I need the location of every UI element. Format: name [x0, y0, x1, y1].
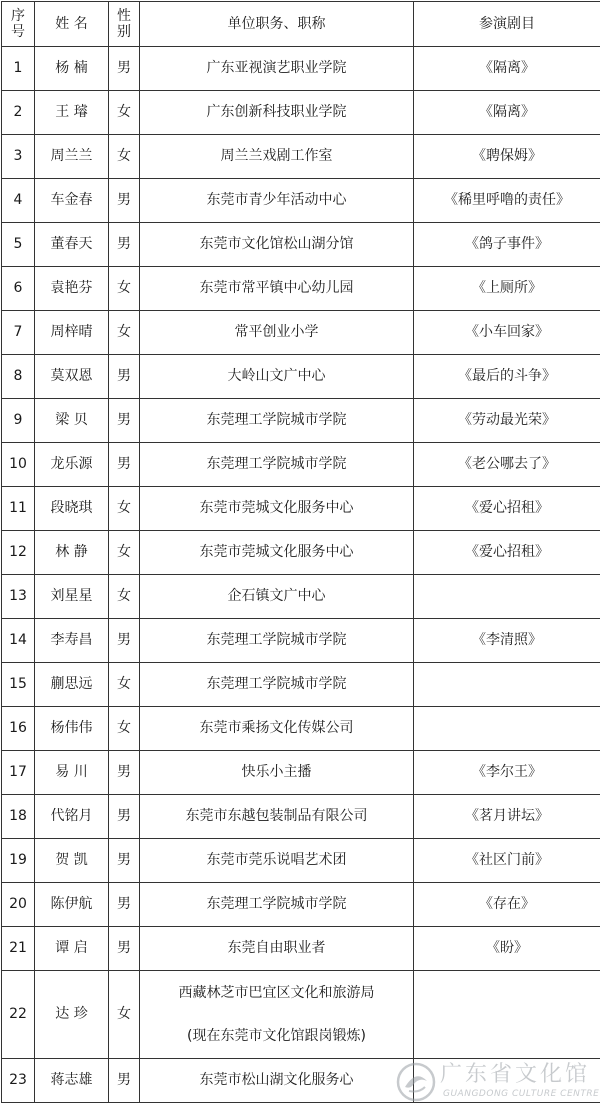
cell-play: 《稀里呼噜的责任》 [414, 179, 600, 223]
cell-name: 周梓晴 [35, 311, 109, 355]
cell-number: 20 [2, 883, 35, 927]
cell-number: 23 [2, 1059, 35, 1103]
cell-number: 3 [2, 135, 35, 179]
cell-number: 9 [2, 399, 35, 443]
cell-unit: 广东创新科技职业学院 [140, 91, 414, 135]
cell-name: 周兰兰 [35, 135, 109, 179]
cell-number: 19 [2, 839, 35, 883]
table-row [2, 619, 600, 663]
cell-unit: 周兰兰戏剧工作室 [140, 135, 414, 179]
cell-gender: 男 [109, 795, 140, 839]
cell-unit: 东莞理工学院城市学院 [140, 883, 414, 927]
cell-number: 4 [2, 179, 35, 223]
cell-number: 1 [2, 47, 35, 91]
watermark-title: 广东省文化馆 [440, 1062, 591, 1087]
table-row [2, 399, 600, 443]
cell-gender: 女 [109, 663, 140, 707]
cell-play: 《最后的斗争》 [414, 355, 600, 399]
cell-number: 12 [2, 531, 35, 575]
cell-play: 《李尔王》 [414, 751, 600, 795]
cell-number: 7 [2, 311, 35, 355]
table-row [2, 883, 600, 927]
cell-unit: 东莞市文化馆松山湖分馆 [140, 223, 414, 267]
cell-name: 谭 启 [35, 927, 109, 971]
cell-gender: 女 [109, 311, 140, 355]
cell-number: 13 [2, 575, 35, 619]
cell-number: 22 [2, 971, 35, 1059]
cell-unit: 东莞理工学院城市学院 [140, 399, 414, 443]
cell-play: 《茗月讲坛》 [414, 795, 600, 839]
table-row [2, 839, 600, 883]
header-serial-number: 序 号 [2, 2, 35, 47]
header-name: 姓 名 [35, 2, 109, 47]
table-row [2, 575, 600, 619]
cell-name: 杨伟伟 [35, 707, 109, 751]
cell-name: 梁 贝 [35, 399, 109, 443]
cell-name: 刘星星 [35, 575, 109, 619]
table-row [2, 971, 600, 1059]
cell-name: 陈伊航 [35, 883, 109, 927]
cell-number: 16 [2, 707, 35, 751]
cell-play: 《鸽子事件》 [414, 223, 600, 267]
cell-number: 11 [2, 487, 35, 531]
cell-play: 《李清照》 [414, 619, 600, 663]
cell-number: 21 [2, 927, 35, 971]
header-play: 参演剧目 [414, 2, 600, 47]
cell-number: 15 [2, 663, 35, 707]
cell-gender: 女 [109, 707, 140, 751]
cell-unit: 东莞自由职业者 [140, 927, 414, 971]
cell-play: 《爱心招租》 [414, 531, 600, 575]
cell-gender: 女 [109, 971, 140, 1059]
cell-play: 《聘保姆》 [414, 135, 600, 179]
cell-name: 龙乐源 [35, 443, 109, 487]
cell-gender: 女 [109, 531, 140, 575]
cell-gender: 女 [109, 575, 140, 619]
cell-unit-line2: (现在东莞市文化馆跟岗锻炼) [187, 1027, 366, 1044]
cell-gender: 男 [109, 443, 140, 487]
cell-gender: 女 [109, 135, 140, 179]
cell-unit [140, 971, 414, 1059]
cell-unit: 大岭山文广中心 [140, 355, 414, 399]
table-row [2, 47, 600, 91]
cell-play: 《爱心招租》 [414, 487, 600, 531]
table-row [2, 179, 600, 223]
table-row [2, 91, 600, 135]
cell-name: 杨 楠 [35, 47, 109, 91]
cell-number: 14 [2, 619, 35, 663]
cell-unit: 常平创业小学 [140, 311, 414, 355]
table-row [2, 751, 600, 795]
table-row [2, 135, 600, 179]
cell-play: 《隔离》 [414, 47, 600, 91]
cell-play [414, 663, 600, 707]
cell-gender: 男 [109, 751, 140, 795]
table-row [2, 663, 600, 707]
cell-gender: 女 [109, 487, 140, 531]
cell-play: 《盼》 [414, 927, 600, 971]
cell-play [414, 575, 600, 619]
cell-number: 10 [2, 443, 35, 487]
cell-gender: 男 [109, 355, 140, 399]
table-row [2, 707, 600, 751]
cell-name: 袁艳芬 [35, 267, 109, 311]
cell-name: 李寿昌 [35, 619, 109, 663]
table-row [2, 311, 600, 355]
cell-unit: 东莞市莞城文化服务中心 [140, 487, 414, 531]
table-row [2, 267, 600, 311]
cell-name: 王 璿 [35, 91, 109, 135]
cell-unit: 快乐小主播 [140, 751, 414, 795]
cell-number: 2 [2, 91, 35, 135]
cell-name: 蒯思远 [35, 663, 109, 707]
cell-play: 《存在》 [414, 883, 600, 927]
cell-unit: 东莞理工学院城市学院 [140, 619, 414, 663]
cell-unit: 东莞市青少年活动中心 [140, 179, 414, 223]
cell-unit: 东莞市乘扬文化传媒公司 [140, 707, 414, 751]
cell-play: 《小车回家》 [414, 311, 600, 355]
table-row [2, 795, 600, 839]
cell-play: 《社区门前》 [414, 839, 600, 883]
cell-name: 达 珍 [35, 971, 109, 1059]
cell-unit: 东莞理工学院城市学院 [140, 663, 414, 707]
cell-unit: 东莞市莞乐说唱艺术团 [140, 839, 414, 883]
cell-gender: 男 [109, 1059, 140, 1103]
cell-unit: 企石镇文广中心 [140, 575, 414, 619]
header-gender: 性 别 [109, 2, 140, 47]
cell-gender: 男 [109, 399, 140, 443]
cell-gender: 男 [109, 927, 140, 971]
cell-number: 6 [2, 267, 35, 311]
cell-number: 8 [2, 355, 35, 399]
table-row [2, 355, 600, 399]
cell-gender: 女 [109, 91, 140, 135]
cell-name: 易 川 [35, 751, 109, 795]
cell-play: 《老公哪去了》 [414, 443, 600, 487]
watermark [395, 1055, 600, 1115]
culture-centre-logo-icon [395, 1061, 437, 1103]
cell-unit: 东莞市常平镇中心幼儿园 [140, 267, 414, 311]
cell-gender: 女 [109, 267, 140, 311]
cell-play: 《隔离》 [414, 91, 600, 135]
table-row [2, 927, 600, 971]
cell-name: 蒋志雄 [35, 1059, 109, 1103]
cell-gender: 男 [109, 619, 140, 663]
cell-unit-line1: 西藏林芝市巴宜区文化和旅游局 [178, 984, 375, 1001]
cell-name: 莫双恩 [35, 355, 109, 399]
cell-unit: 东莞理工学院城市学院 [140, 443, 414, 487]
participants-table [1, 1, 600, 1103]
cell-unit: 东莞市莞城文化服务中心 [140, 531, 414, 575]
cell-play: 《上厕所》 [414, 267, 600, 311]
table-row [2, 443, 600, 487]
cell-name: 车金春 [35, 179, 109, 223]
cell-number: 5 [2, 223, 35, 267]
table-row [2, 487, 600, 531]
cell-number: 18 [2, 795, 35, 839]
cell-unit: 东莞市东越包装制品有限公司 [140, 795, 414, 839]
cell-name: 代铭月 [35, 795, 109, 839]
cell-number: 17 [2, 751, 35, 795]
cell-name: 段晓琪 [35, 487, 109, 531]
table-row [2, 531, 600, 575]
cell-name: 贺 凯 [35, 839, 109, 883]
table-header-row [2, 2, 600, 47]
cell-gender: 男 [109, 223, 140, 267]
cell-play [414, 971, 600, 1059]
table-row [2, 223, 600, 267]
watermark-subtitle: GUANGDONG CULTURE CENTRE [443, 1089, 600, 1099]
header-unit-position: 单位职务、职称 [140, 2, 414, 47]
cell-name: 董春天 [35, 223, 109, 267]
cell-gender: 男 [109, 883, 140, 927]
cell-play [414, 707, 600, 751]
cell-gender: 男 [109, 179, 140, 223]
cell-name: 林 静 [35, 531, 109, 575]
cell-play: 《劳动最光荣》 [414, 399, 600, 443]
cell-gender: 男 [109, 839, 140, 883]
cell-unit: 东莞市松山湖文化服务心 [140, 1059, 414, 1103]
cell-gender: 男 [109, 47, 140, 91]
cell-unit: 广东亚视演艺职业学院 [140, 47, 414, 91]
